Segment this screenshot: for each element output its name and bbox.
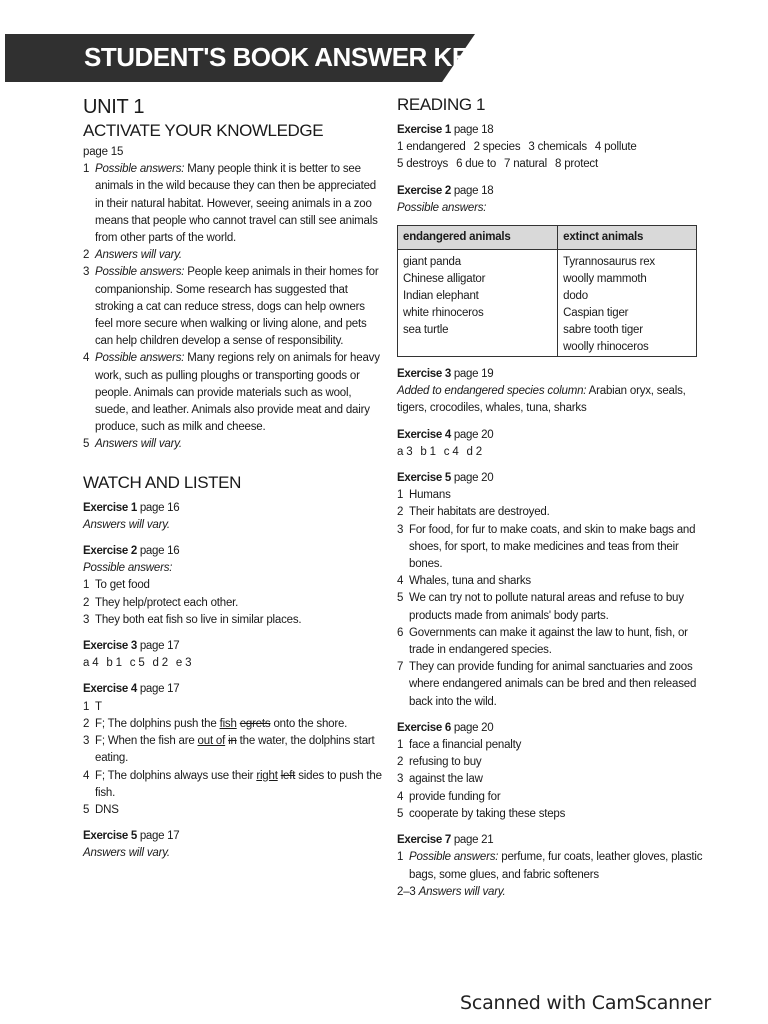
table-row: giant panda Tyrannosaurus rex <box>398 250 697 272</box>
list-item: 2–3 Answers will vary. <box>397 885 506 898</box>
list-item: 1 face a financial penalty <box>397 739 522 752</box>
list-item: 3 They both eat fish so live in similar places. <box>83 613 302 626</box>
list-item: 2 Answers will vary. <box>83 249 182 262</box>
list-item: 5 cooperate by taking these steps <box>397 807 566 820</box>
table-header: extinct animals <box>558 226 697 250</box>
watch-exercise-5: Exercise 5 page 17 Answers will vary. <box>83 830 180 860</box>
list-item: 4 Whales, tuna and sharks <box>397 575 531 588</box>
list-item: 3 against the law <box>397 773 483 786</box>
watch-exercise-1: Exercise 1 page 16 Answers will vary. <box>83 501 180 531</box>
list-item: 1 To get food <box>83 579 150 592</box>
list-item: 1 Humans <box>397 489 451 502</box>
left-column <box>83 94 383 863</box>
list-item: 2 They help/protect each other. <box>83 596 239 609</box>
list-item: 5 DNS <box>83 803 119 816</box>
list-item: 3 F; When the fish are out of in the water, the dolphins start eating. <box>83 735 375 765</box>
list-item: 1 Possible answers: Many people think it is better to see animals in the wild because they can then be appreciated in their natural habitat. However, seeing animals in a zoo means that people who cannot travel can still see animals from other parts of the world. <box>83 163 378 245</box>
reading-exercise-6: Exercise 6 page 20 1 face a financial penalty 2 refusing to buy 3 against the law 4 provide funding for 5 cooperate by taking these steps <box>397 720 712 823</box>
watch-exercise-2: Exercise 2 page 16 Possible answers: 1 To get food 2 They help/protect each other. 3 They both eat fish so live in similar places. <box>83 543 383 629</box>
list-item: 7 They can provide funding for animal sanctuaries and zoos where endangered animals can be bred and then released back into the wild. <box>397 661 697 708</box>
list-item: 5 Answers will vary. <box>83 438 182 451</box>
list-item: 2 Their habitats are destroyed. <box>397 506 550 519</box>
list-item: 1 T <box>83 700 102 713</box>
list-item: 3 For food, for fur to make coats, and skin to make bags and shoes, for sport, to make medicines and teas from their bones. <box>397 523 696 571</box>
reading-exercise-1: Exercise 1 page 18 1 endangered 2 species 3 chemicals 4 pollute 5 destroys 6 due to 7 natural 8 protect <box>397 124 637 171</box>
right-column <box>397 94 712 901</box>
reading-exercise-4: Exercise 4 page 20 a 3 b 1 c 4 d 2 <box>397 428 494 458</box>
list-item: 1 Possible answers: perfume, fur coats, leather gloves, plastic bags, some glues, and fabric softeners <box>397 851 703 881</box>
list-item: 3 Possible answers: People keep animals in their homes for companionship. Some research has suggested that stroking a cat can reduce stress, dogs can help owners feel more secure when walking or living alone, and pets can help children develop a sense of responsibility. <box>83 266 379 348</box>
reading-exercise-3: Exercise 3 page 19 Added to endangered species column: Arabian oryx, seals, tigers, crocodiles, whales, tuna, sharks <box>397 368 686 415</box>
list-item: 6 Governments can make it against the law to hunt, fish, or trade in endangered species. <box>397 626 688 657</box>
reading-exercise-7: Exercise 7 page 21 1 Possible answers: perfume, fur coats, leather gloves, plastic bags, some glues, and fabric softeners 2–3 Answers will vary. <box>397 832 712 901</box>
watch-exercise-4: Exercise 4 page 17 1 T 2 F; The dolphins push the fish egrets onto the shore. 3 F; When the fish are out of in the water, the dolphins start eating. 4 F; The dolphins always use their right left sides to push the fish. 5 DNS <box>83 681 383 819</box>
list-item: 2 refusing to buy <box>397 756 482 769</box>
table-row: Indian elephant dodo <box>398 288 697 305</box>
list-item: 2 F; The dolphins push the fish egrets onto the shore. <box>83 717 348 730</box>
watch-exercise-3: Exercise 3 page 17 a 4 b 1 c 5 d 2 e 3 <box>83 640 192 670</box>
page-title: STUDENT'S BOOK ANSWER KEY <box>84 42 486 72</box>
activate-page: page 15 <box>83 146 124 158</box>
list-item: 4 Possible answers: Many regions rely on animals for heavy work, such as pulling ploughs or transporting goods or people. Animals can provide materials such as wool, suede, and leather. Animals also provide meat and dairy produce, such as milk and cheese. <box>83 352 380 434</box>
scanner-watermark: Scanned with CamScanner <box>460 992 711 1014</box>
table-row: woolly rhinoceros <box>398 339 697 357</box>
unit-heading: UNIT 1 <box>83 96 145 118</box>
table-row: Chinese alligator woolly mammoth <box>398 271 697 288</box>
table-header: endangered animals <box>398 226 558 250</box>
table-row: white rhinoceros Caspian tiger <box>398 305 697 322</box>
list-item: 4 provide funding for <box>397 790 501 803</box>
activate-heading: ACTIVATE YOUR KNOWLEDGE <box>83 121 324 140</box>
activate-answers <box>83 161 383 453</box>
table-row: sea turtle sabre tooth tiger <box>398 322 697 339</box>
reading-exercise-2: Exercise 2 page 18 Possible answers: endangered animals extinct animals giant panda Tyrannosaurus rex Chinese alligator woolly mammoth Indian elephant dodo white rhinoceros Caspian tiger sea turtle sabre tooth tiger woolly rhinoceros <box>397 183 712 357</box>
watch-heading: WATCH AND LISTEN <box>83 472 241 492</box>
animals-table <box>397 225 697 357</box>
list-item: 5 We can try not to pollute natural areas and refuse to buy products made from animals' body parts. <box>397 592 684 622</box>
reading-heading: READING 1 <box>397 95 486 114</box>
list-item: 4 F; The dolphins always use their right left sides to push the fish. <box>83 769 382 799</box>
reading-exercise-5: Exercise 5 page 20 1 Humans 2 Their habitats are destroyed. 3 For food, for fur to make coats, and skin to make bags and shoes, for sport, to make medicines and teas from their bones. 4 Whales, tuna and sharks 5 We can try not to pollute natural areas and refuse to buy products made from animals' body parts. 6 Governments can make it against the law to hunt, fish, or trade in endangered species. 7 They can provide funding for animal sanctuaries and zoos where endangered animals can be bred and then released back into the wild. <box>397 470 712 711</box>
